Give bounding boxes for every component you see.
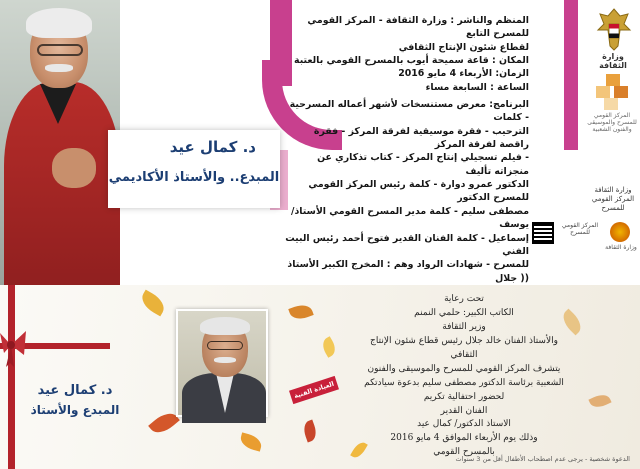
detail-line: الدكتور عمرو دوارة - كلمة رئيس المركز القومي للمسرح الدكتور xyxy=(308,179,529,204)
honoree-name: د. كمال عيد xyxy=(169,138,256,156)
honoree-photo-top xyxy=(0,0,120,285)
invitation-line: بالمسرح القومي xyxy=(433,447,495,458)
invitation-line: والأستاذ الفنان خالد جلال رئيس قطاع شئون الإنتاج الثقافي xyxy=(370,335,558,360)
detail-line: المكان : قاعة سميحة أيوب بالمسرح القومي بالعتبة xyxy=(294,55,529,67)
detail-line: المنظم والناشر : وزارة الثقافة - المركز القومي للمسرح التابع xyxy=(307,15,529,40)
ministry-label: وزارة الثقافة xyxy=(599,52,627,70)
invitation-text xyxy=(362,293,566,460)
invitation-card xyxy=(0,285,640,469)
ribbon-bow-icon xyxy=(0,323,30,367)
detail-line: البرنامج: معرض مستنسخات لأشهر أعماله المسرحية - كلمات xyxy=(289,99,529,124)
detail-line: الساعة : السابعة مساء xyxy=(425,81,529,93)
leaf-decoration xyxy=(588,391,611,410)
leaf-decoration xyxy=(239,432,264,451)
detail-line: الزمان: الأربعاء 4 مايو 2016 xyxy=(398,68,529,80)
logos-column xyxy=(532,0,640,285)
small-caption: وزارة الثقافة المركز القومي للمسرح xyxy=(591,186,635,213)
leaf-decoration xyxy=(138,290,169,317)
invitation-line: الاستاذ الدكتور/ كمال عيد xyxy=(417,419,511,430)
photo-glasses xyxy=(207,341,243,350)
ribbon-vertical xyxy=(8,285,15,469)
detail-line: إسماعيل - كلمة الفنان القدير فتوح أحمد رئيس البيت الفني xyxy=(285,232,529,257)
cubes-logo-icon xyxy=(592,72,636,112)
invitation-line: الكاتب الكبير: حلمي النمنم xyxy=(414,307,514,318)
qr-code-icon xyxy=(532,222,554,244)
detail-line: - فيلم تسجيلي إنتاج المركز - كتاب تذكاري عن منجزاته تأليف xyxy=(317,152,529,177)
photo-hair xyxy=(26,8,92,38)
invitation-line: لحضور احتفالية تكريم xyxy=(423,391,505,402)
small-caption: المركز القومي للمسرح xyxy=(561,222,599,237)
leaf-decoration xyxy=(288,302,313,323)
detail-line: لقطاع شئون الإنتاج الثقافي xyxy=(398,41,529,53)
honoree-photo-bottom xyxy=(176,309,268,417)
photo-mustache xyxy=(214,357,236,363)
invitation-line: الشعبية برئاسة الدكتور مصطفى سليم بدعوة سيادتكم xyxy=(364,377,564,388)
invitation-footnote: الدعوة شخصية - يرجى عدم اصطحاب الأطفال أقل من 3 سنوات xyxy=(455,455,630,463)
small-caption: وزارة الثقافة xyxy=(605,244,637,251)
lamp-logo-icon xyxy=(610,222,630,242)
event-details-text xyxy=(284,14,529,284)
invitation-line: وذلك يوم الأربعاء الموافق 4 مايو 2016 xyxy=(390,433,538,444)
invitation-line: تحت رعاية xyxy=(444,294,484,304)
honoree-name-card xyxy=(108,130,280,208)
eagle-emblem-icon xyxy=(594,6,634,52)
honoree-name: د. كمال عيد xyxy=(37,383,113,398)
detail-line: للمسرح - شهادات الرواد وهم : المخرج الكبير الأستاذ (( جلال xyxy=(287,259,529,284)
photo-hand xyxy=(52,148,96,188)
leaf-decoration xyxy=(301,420,319,443)
photo-mustache xyxy=(45,64,73,72)
center-caption: المركز القومي للمسرح والموسيقى والفنون الشعبية xyxy=(587,112,637,134)
invitation-line: وزير الثقافة xyxy=(442,321,486,332)
photo-glasses xyxy=(37,44,83,56)
pink-accent-bar-right xyxy=(564,0,578,150)
honoree-title: المبدع والأستاذ xyxy=(30,403,120,417)
honoree-title: المبدع.. والأستاذ الأكاديمي xyxy=(108,170,280,185)
photo-hair xyxy=(200,317,250,335)
hanging-tag-badge: العيادة الفنية xyxy=(289,376,339,404)
invitation-line: الفنان القدير xyxy=(440,405,488,416)
detail-line: الترحيب - فقرة موسيقية لفرقة المركز - فقرة راقصة لفرقة المركز xyxy=(313,125,529,151)
leaf-decoration xyxy=(319,336,338,358)
invitation-line: يتشرف المركز القومي للمسرح والموسيقى والفنون xyxy=(367,363,561,374)
detail-line: مصطفى سليم - كلمة مدير المسرح القومي الأستاذ/ يوسف xyxy=(291,205,529,231)
